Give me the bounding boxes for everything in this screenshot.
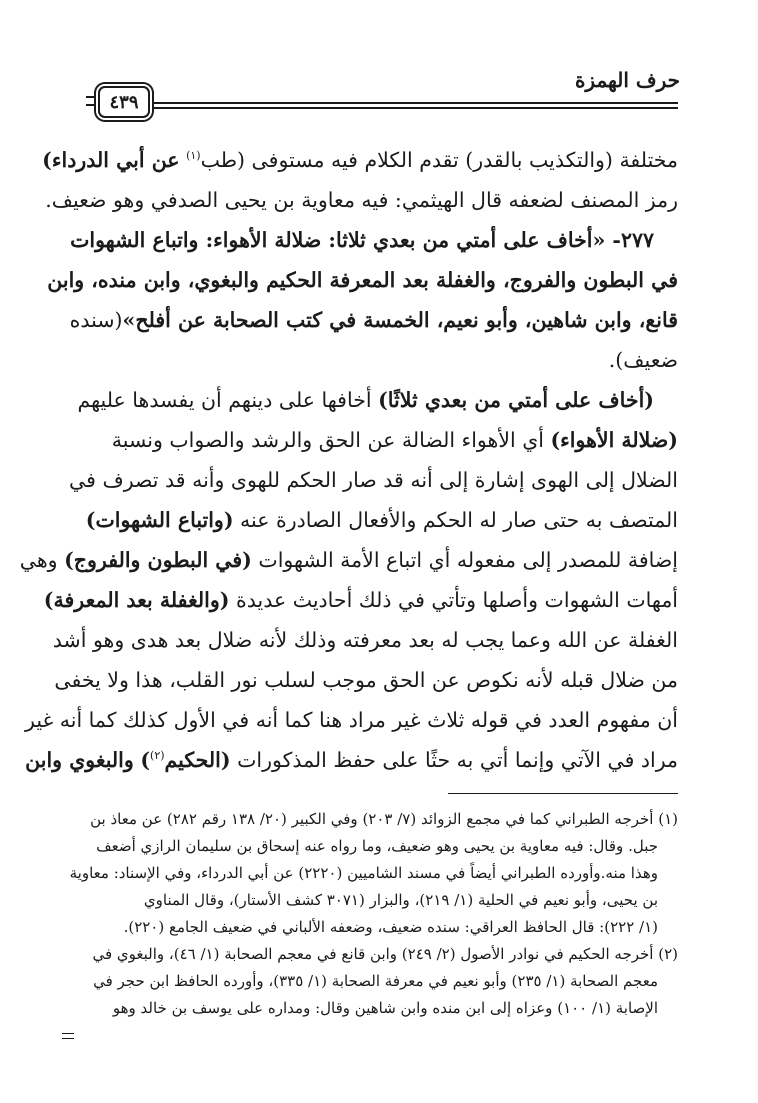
footnote-line: بن يحيى، وأبو نعيم في الحلية (١/ ٢١٩)، والبزار (٣٠٧١ كشف الأستار)، وقال المناوي bbox=[143, 891, 658, 909]
bold-segment: ) bbox=[140, 748, 151, 772]
header-rule bbox=[152, 102, 678, 109]
text-segment: أن مفهوم العدد في قوله ثلاث غير مراد هنا كما أنه في الأول كذلك كما أنه غير bbox=[25, 708, 678, 732]
text-line bbox=[54, 660, 678, 700]
text-segment: الضلال إلى الهوى إشارة إلى أنه قد صار الحكم للهوى وأنه قد تصرف في bbox=[69, 468, 678, 492]
text-line bbox=[70, 220, 678, 260]
footnote-line: وهذا منه.وأورده الطبراني أيضاً في مسند الشاميين (٢٢٢٠) عن أبي الدرداء، وفي الإسناد: معاوية bbox=[69, 864, 658, 882]
running-title: حرف الهمزة bbox=[574, 68, 680, 92]
footnote-marker: (١) bbox=[186, 149, 201, 163]
bold-segment: والبغوي وابن bbox=[25, 748, 134, 772]
text-line bbox=[69, 300, 678, 340]
footnote-line: الإصابة (١/ ١٠٠) وعزاه إلى ابن منده وابن شاهين وقال: ومداره على يوسف بن خالد وهو bbox=[112, 999, 658, 1017]
footnote-line: جبل. وقال: فيه معاوية بن يحيى وهو ضعيف، وما رواه عنه إسحاق بن سليمان الرازي أضعف bbox=[96, 837, 658, 855]
footnote-line: (١) أخرجه الطبراني كما في مجمع الزوائد (٧/ ٢٠٣) وفي الكبير (٢٠/ ١٣٨ رقم ٢٨٢) عن معاذ بن bbox=[90, 810, 678, 828]
text-line bbox=[80, 500, 678, 540]
text-line bbox=[42, 140, 678, 180]
bold-segment: قانع، وابن شاهين، وأبو نعيم، الخمسة في كتب الصحابة عن أفلح» bbox=[122, 308, 678, 332]
main-text bbox=[19, 140, 678, 780]
bold-segment: (والغفلة بعد المعرفة) bbox=[43, 588, 230, 612]
page-number: ٤٣٩ bbox=[98, 86, 150, 118]
continuation-mark bbox=[62, 1033, 74, 1039]
text-segment: (سنده bbox=[69, 308, 123, 332]
text-segment: وهي bbox=[19, 548, 65, 572]
bold-segment: (واتباع الشهوات) bbox=[85, 508, 234, 532]
text-segment: رمز المصنف لضعفه قال الهيثمي: فيه معاوية بن يحيى الصدفي وهو ضعيف. bbox=[45, 188, 678, 212]
bold-segment: عن أبي الدرداء) bbox=[42, 148, 180, 172]
bold-segment: (في البطون والفروج) bbox=[64, 548, 252, 572]
text-line bbox=[77, 380, 678, 420]
bold-segment: (أخاف على أمتي من بعدي ثلاثًا) bbox=[378, 388, 654, 412]
text-line bbox=[69, 460, 678, 500]
text-segment: ضعيف). bbox=[608, 348, 678, 372]
text-segment: من ضلال قبله لأنه نكوص عن الحق موجب لسلب نور القلب، هذا ولا يخفى bbox=[54, 668, 678, 692]
footnote-rule bbox=[448, 793, 678, 794]
text-line bbox=[47, 260, 678, 300]
text-segment: أمهات الشهوات وأصلها وتأتي في ذلك أحاديث عديدة bbox=[229, 588, 678, 612]
text-segment: الغفلة عن الله وعما يجب له بعد معرفته وذلك لأنه ضلال بعد هدى وهو أشد bbox=[52, 628, 678, 652]
text-segment: أي الأهواء الضالة عن الحق والرشد والصواب ونسبة bbox=[111, 428, 551, 452]
text-line bbox=[52, 620, 678, 660]
footnote-marker: (٢) bbox=[150, 749, 165, 763]
text-segment: أخافها على دينهم أن يفسدها عليهم bbox=[77, 388, 379, 412]
text-line bbox=[80, 340, 678, 380]
text-line bbox=[45, 180, 678, 220]
footnote-line: (٢) أخرجه الحكيم في نوادر الأصول (٢/ ٢٤٩) وابن قانع في معجم الصحابة (١/ ٤٦)، والبغوي في bbox=[92, 945, 678, 963]
text-segment: مختلفة (والتكذيب بالقدر) تقدم الكلام فيه مستوفى (طب bbox=[200, 148, 678, 172]
bold-segment: في البطون والفروج، والغفلة بعد المعرفة الحكيم والبغوي، وابن منده، وابن bbox=[47, 268, 678, 292]
header-ornament bbox=[86, 96, 94, 106]
footnote-line: معجم الصحابة (١/ ٢٣٥) وأبو نعيم في معرفة الصحابة (١/ ٣٣٥)، وأورده الحافظ ابن حجر في bbox=[93, 972, 658, 990]
bold-segment: (الحكيم bbox=[164, 748, 231, 772]
bold-segment: ٢٧٧- «أخاف على أمتي من بعدي ثلاثا: ضلالة الأهواء: واتباع الشهوات bbox=[70, 228, 654, 252]
footnote-line: (١/ ٢٢٢): قال الحافظ العراقي: سنده ضعيف، وضعفه الألباني في ضعيف الجامع (٢٢٠). bbox=[123, 918, 658, 936]
text-segment: المتصف به حتى صار له الحكم والأفعال الصادرة عنه bbox=[233, 508, 678, 532]
bold-segment: (ضلالة الأهواء) bbox=[550, 428, 678, 452]
text-line bbox=[25, 700, 678, 740]
text-segment: إضافة للمصدر إلى مفعوله أي اتباع الأمة الشهوات bbox=[251, 548, 678, 572]
footnotes bbox=[69, 806, 678, 1022]
text-line bbox=[25, 740, 678, 780]
text-segment: مراد في الآتي وإنما أتي به حثًا على حفظ المذكورات bbox=[230, 748, 678, 772]
text-line bbox=[19, 540, 678, 580]
text-line bbox=[80, 420, 678, 460]
text-line bbox=[43, 580, 678, 620]
